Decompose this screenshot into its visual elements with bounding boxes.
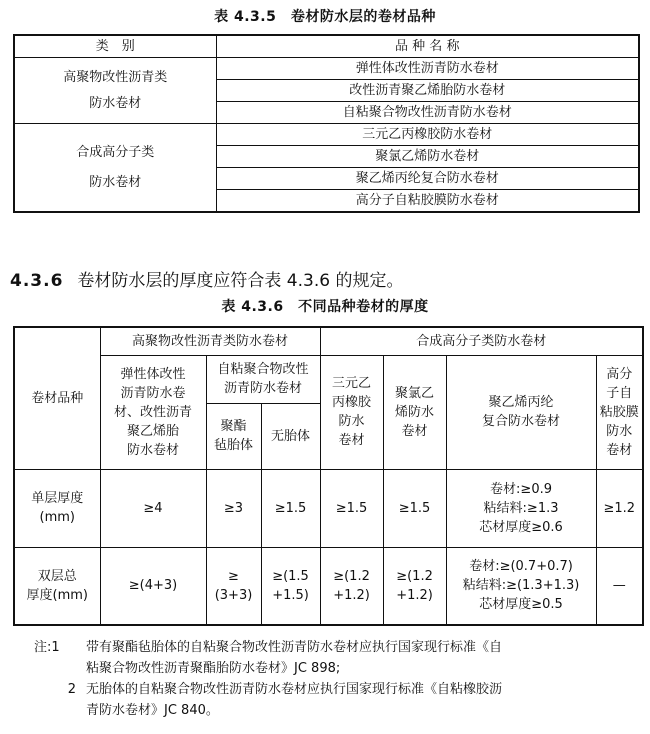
header-variety: 品 种 名 称 — [216, 35, 639, 58]
row-header: 卷材品种 — [14, 327, 100, 469]
value-cell: ≥1.2 — [596, 469, 643, 547]
value-cell: ≥(4+3) — [100, 547, 206, 625]
table2-caption: 表 4.3.6 不同品种卷材的厚度 — [221, 299, 429, 315]
membrane-variety-table — [13, 34, 640, 213]
note-2-line-2: 青防水卷材》JC 840。 — [86, 703, 219, 718]
table-row — [14, 469, 643, 547]
membrane-thickness-table — [13, 326, 644, 626]
value-cell: 卷材:≥0.9 粘结料:≥1.3 芯材厚度≥0.6 — [446, 469, 596, 547]
variety-cell: 弹性体改性沥青防水卷材 — [216, 58, 639, 80]
col-header-polyester: 聚酯 毡胎体 — [206, 403, 261, 469]
notes — [34, 637, 634, 721]
variety-cell: 聚乙烯丙纶复合防水卷材 — [216, 168, 639, 190]
col-header-pe: 聚乙烯丙纶 复合防水卷材 — [446, 355, 596, 469]
category-cell: 合成高分子类 防水卷材 — [14, 124, 216, 213]
value-cell: ≥1.5 — [261, 469, 320, 547]
value-cell: ≥(1.5 +1.5) — [261, 547, 320, 625]
note-1-line-1: 带有聚酯毡胎体的自粘聚合物改性沥青防水卷材应执行国家现行标准《自 — [86, 640, 503, 655]
group-header-asphalt: 高聚物改性沥青类防水卷材 — [100, 327, 320, 355]
table1-caption: 表 4.3.5 卷材防水层的卷材品种 — [214, 9, 436, 25]
table-row — [14, 547, 643, 625]
group-header-polymer: 合成高分子类防水卷材 — [320, 327, 643, 355]
table-row — [14, 124, 639, 146]
col-header-no-base: 无胎体 — [261, 403, 320, 469]
variety-cell: 自粘聚合物改性沥青防水卷材 — [216, 102, 639, 124]
variety-cell: 高分子自粘胶膜防水卷材 — [216, 190, 639, 213]
value-cell: ≥4 — [100, 469, 206, 547]
note-1-line-2: 粘聚合物改性沥青聚酯胎防水卷材》JC 898; — [86, 661, 341, 676]
section-heading — [10, 266, 403, 291]
value-cell: — — [596, 547, 643, 625]
table-header-row — [14, 355, 643, 403]
note-1-continuation — [34, 658, 634, 679]
col-header-polymer-film: 高分 子自 粘胶膜 防水 卷材 — [596, 355, 643, 469]
section-number: 4.3.6 — [10, 271, 64, 291]
table-row — [14, 58, 639, 80]
col-header-self-adhesive: 自粘聚合物改性 沥青防水卷材 — [206, 355, 320, 403]
header-category: 类 别 — [14, 35, 216, 58]
value-cell: ≥(1.2 +1.2) — [383, 547, 446, 625]
variety-cell: 聚氯乙烯防水卷材 — [216, 146, 639, 168]
note-1 — [34, 637, 634, 658]
variety-cell: 三元乙丙橡胶防水卷材 — [216, 124, 639, 146]
variety-cell: 改性沥青聚乙烯胎防水卷材 — [216, 80, 639, 102]
note-label: 注:1 — [34, 640, 60, 655]
note-2-line-1: 无胎体的自粘聚合物改性沥青防水卷材应执行国家现行标准《自粘橡胶沥 — [86, 682, 503, 697]
value-cell: ≥ (3+3) — [206, 547, 261, 625]
value-cell: 卷材:≥(0.7+0.7) 粘结料:≥(1.3+1.3) 芯材厚度≥0.5 — [446, 547, 596, 625]
col-header-epdm: 三元乙 丙橡胶 防水 卷材 — [320, 355, 383, 469]
note-2 — [34, 679, 634, 700]
table-header-row — [14, 35, 639, 58]
col-header-elastomer: 弹性体改性 沥青防水卷 材、改性沥青 聚乙烯胎 防水卷材 — [100, 355, 206, 469]
category-cell: 高聚物改性沥青类 防水卷材 — [14, 58, 216, 124]
value-cell: ≥1.5 — [320, 469, 383, 547]
row-label-single: 单层厚度 (mm) — [14, 469, 100, 547]
section-text: 卷材防水层的厚度应符合表 4.3.6 的规定。 — [77, 271, 404, 291]
row-label-double: 双层总 厚度(mm) — [14, 547, 100, 625]
table-header-row — [14, 327, 643, 355]
note-2-continuation — [34, 700, 634, 721]
value-cell: ≥1.5 — [383, 469, 446, 547]
col-header-pvc: 聚氯乙 烯防水 卷材 — [383, 355, 446, 469]
value-cell: ≥3 — [206, 469, 261, 547]
note-2-number: 2 — [67, 682, 76, 697]
value-cell: ≥(1.2 +1.2) — [320, 547, 383, 625]
